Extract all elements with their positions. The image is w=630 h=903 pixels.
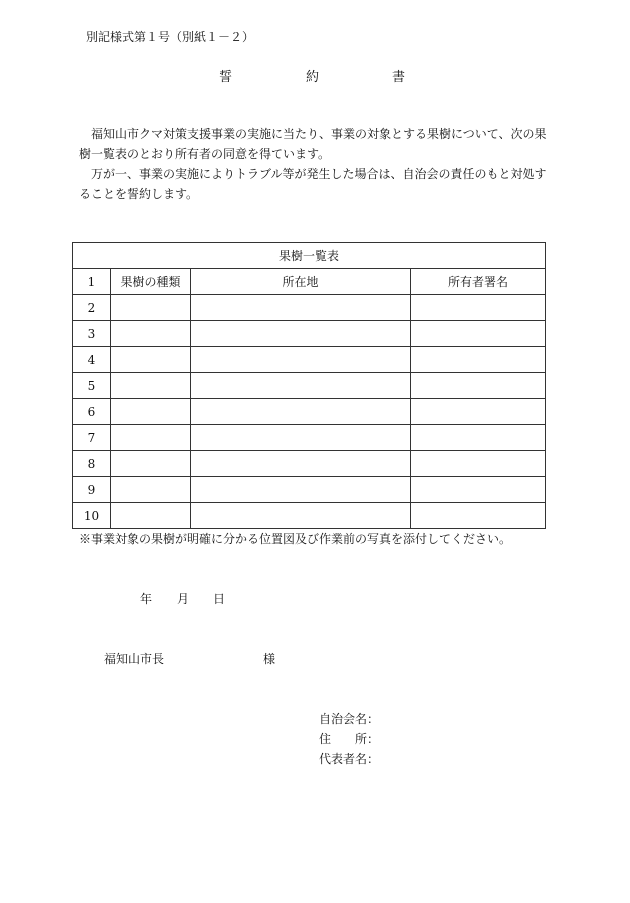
address-label-part-2: 所： xyxy=(355,732,380,746)
row-number: 10 xyxy=(73,503,111,529)
fruit-tree-table xyxy=(72,242,546,529)
table-row xyxy=(73,321,546,347)
form-number: 別記様式第１号（別紙１－２） xyxy=(86,30,255,44)
row-number: 3 xyxy=(73,321,111,347)
owner-signature-cell[interactable] xyxy=(411,295,546,321)
table-row xyxy=(73,451,546,477)
row-number: 2 xyxy=(73,295,111,321)
owner-signature-cell[interactable] xyxy=(411,399,546,425)
tree-type-cell[interactable] xyxy=(111,503,191,529)
owner-signature-cell[interactable] xyxy=(411,347,546,373)
tree-type-cell[interactable] xyxy=(111,451,191,477)
row-number: 5 xyxy=(73,373,111,399)
location-cell[interactable] xyxy=(191,295,411,321)
title-char-2: 約 xyxy=(306,70,320,85)
title-char-3: 書 xyxy=(392,70,406,85)
row-number: 6 xyxy=(73,399,111,425)
tree-type-cell[interactable] xyxy=(111,321,191,347)
address-label-part-1: 住 xyxy=(319,732,332,746)
owner-signature-cell[interactable] xyxy=(411,503,546,529)
addressee-honorific: 様 xyxy=(263,652,276,666)
location-cell[interactable] xyxy=(191,399,411,425)
date-line xyxy=(140,590,240,606)
location-cell[interactable] xyxy=(191,425,411,451)
row-number: 1 xyxy=(73,269,111,295)
date-year-label: 年 xyxy=(140,592,153,606)
location-cell[interactable] xyxy=(191,451,411,477)
date-month-label: 月 xyxy=(177,592,190,606)
owner-signature-cell[interactable] xyxy=(411,321,546,347)
date-day-label: 日 xyxy=(213,592,226,606)
table-row xyxy=(73,373,546,399)
table-row xyxy=(73,399,546,425)
row-number: 7 xyxy=(73,425,111,451)
address-label xyxy=(319,730,379,747)
location-cell[interactable] xyxy=(191,347,411,373)
tree-type-cell[interactable] xyxy=(111,373,191,399)
document-title xyxy=(0,66,630,84)
header-owner-signature: 所有者署名 xyxy=(411,269,546,295)
tree-type-cell[interactable] xyxy=(111,295,191,321)
paragraph-1-line-2: 樹一覧表のとおり所有者の同意を得ています。 xyxy=(79,147,331,161)
owner-signature-cell[interactable] xyxy=(411,373,546,399)
location-cell[interactable] xyxy=(191,321,411,347)
representative-name-label: 代表者名： xyxy=(319,752,380,766)
table-row xyxy=(73,503,546,529)
location-cell[interactable] xyxy=(191,477,411,503)
header-location: 所在地 xyxy=(191,269,411,295)
table-caption: 果樹一覧表 xyxy=(73,243,546,269)
attachment-note: ※事業対象の果樹が明確に分かる位置図及び作業前の写真を添付してください。 xyxy=(79,532,512,546)
title-char-1: 誓 xyxy=(219,70,233,85)
table-caption-row xyxy=(73,243,546,269)
paragraph-2-line-1: 万が一、事業の実施によりトラブル等が発生した場合は、自治会の責任のもと対処す xyxy=(79,167,547,181)
tree-type-cell[interactable] xyxy=(111,477,191,503)
row-number: 8 xyxy=(73,451,111,477)
addressee-name: 福知山市長 xyxy=(104,652,165,666)
owner-signature-cell[interactable] xyxy=(411,425,546,451)
owner-signature-cell[interactable] xyxy=(411,477,546,503)
table-row xyxy=(73,295,546,321)
table-row xyxy=(73,425,546,451)
association-name-label: 自治会名： xyxy=(319,712,380,726)
tree-type-cell[interactable] xyxy=(111,425,191,451)
table-row xyxy=(73,477,546,503)
row-number: 9 xyxy=(73,477,111,503)
tree-type-cell[interactable] xyxy=(111,399,191,425)
paragraph-2-line-2: ることを誓約します。 xyxy=(79,187,199,201)
table-header-row xyxy=(73,269,546,295)
paragraph-1-line-1: 福知山市クマ対策支援事業の実施に当たり、事業の対象とする果樹について、次の果 xyxy=(79,127,547,141)
row-number: 4 xyxy=(73,347,111,373)
location-cell[interactable] xyxy=(191,373,411,399)
tree-type-cell[interactable] xyxy=(111,347,191,373)
table-row xyxy=(73,347,546,373)
location-cell[interactable] xyxy=(191,503,411,529)
owner-signature-cell[interactable] xyxy=(411,451,546,477)
header-tree-type: 果樹の種類 xyxy=(111,269,191,295)
